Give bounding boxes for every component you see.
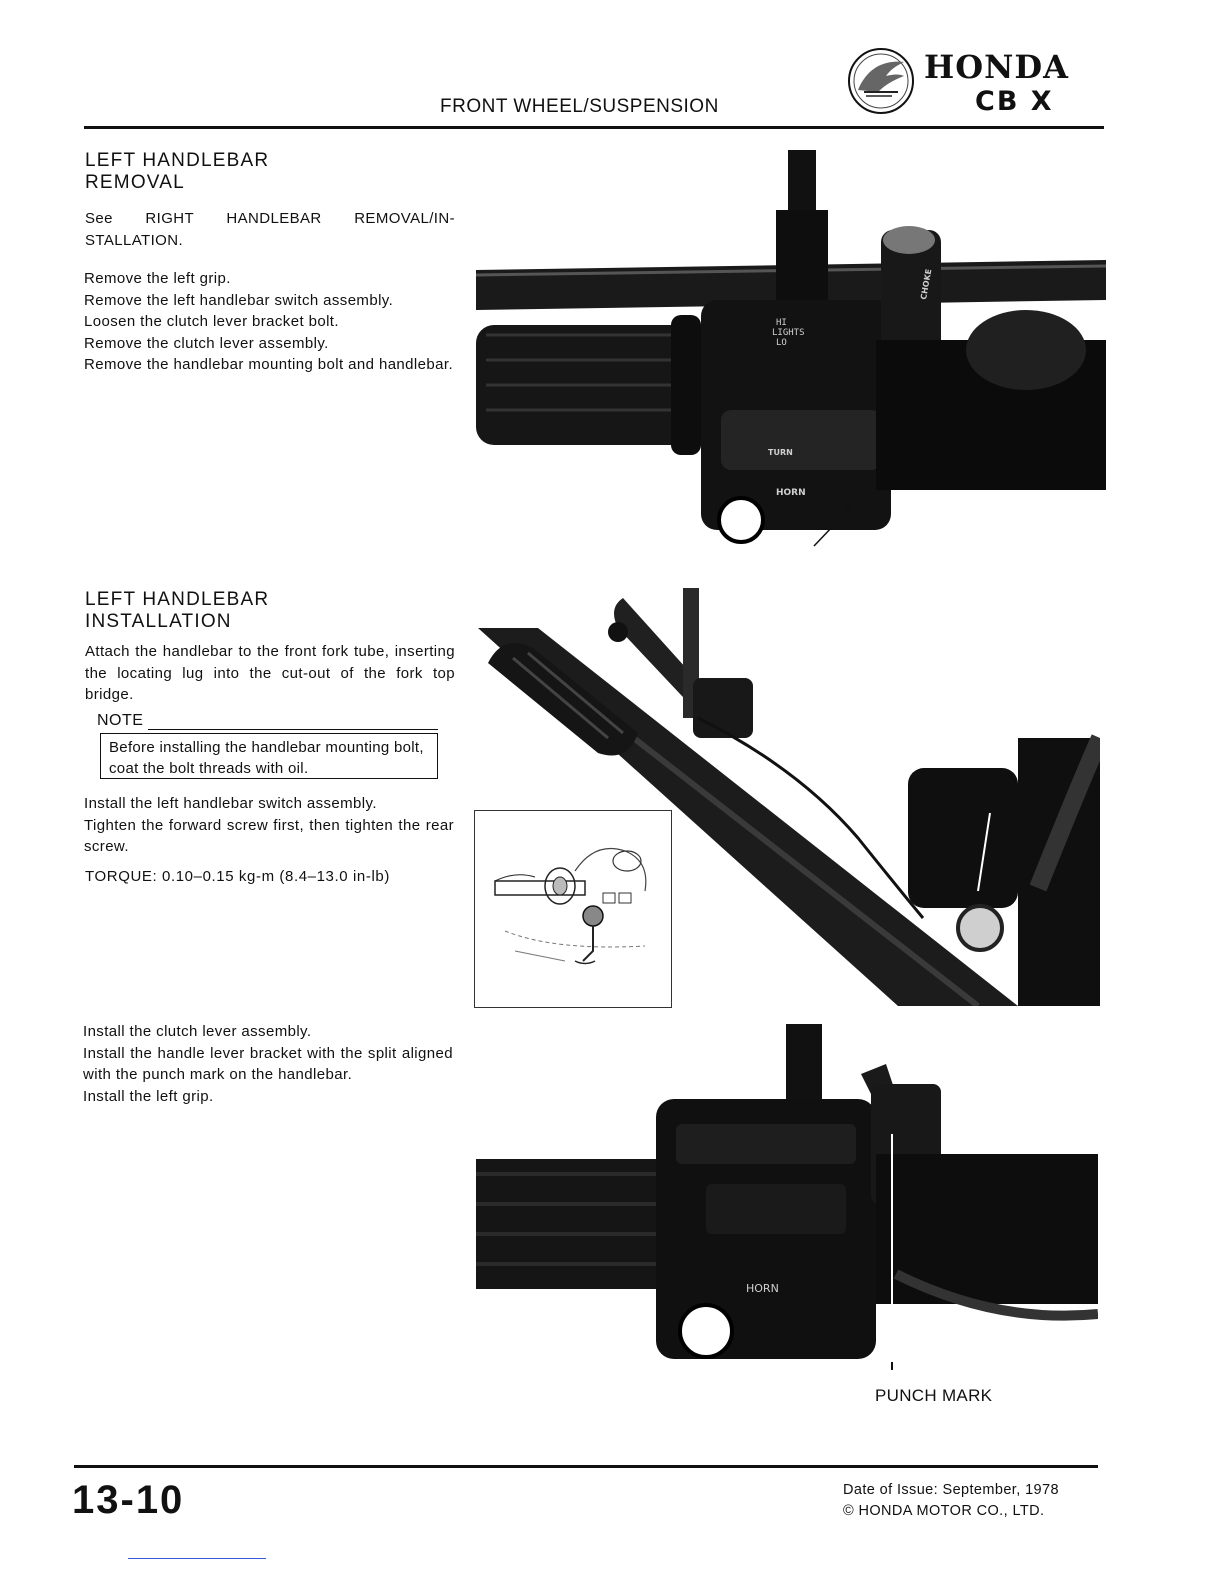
photo1-lights-label: HI LIGHTS LO	[772, 318, 805, 348]
installation-step: Install the handle lever bracket with the split aligned with the punch mark on the handlebar.	[83, 1044, 453, 1083]
photo-punch-mark	[476, 1024, 1098, 1370]
issue-info	[843, 1480, 1059, 1522]
installation-step: Tighten the forward screw first, then tighten the rear screw.	[84, 816, 454, 855]
note-text: Before installing the handlebar mounting bolt, coat the bolt threads with oil.	[109, 739, 424, 777]
section-title: FRONT WHEEL/SUSPENSION	[440, 96, 719, 117]
removal-step: Remove the left handlebar switch assembly.	[84, 291, 394, 309]
issue-date: Date of Issue: September, 1978	[843, 1482, 1059, 1498]
inset-torque-drawing	[474, 810, 672, 1008]
installation-step: Install the left handlebar switch assembly.	[84, 795, 377, 812]
installation-heading: LEFT HANDLEBAR INSTALLATION	[85, 589, 270, 632]
removal-steps	[84, 268, 456, 376]
photo1-horn-label: HORN	[776, 488, 806, 498]
header-rule	[84, 126, 1104, 129]
removal-step: Remove the handlebar mounting bolt and handlebar.	[84, 356, 454, 373]
installation-steps	[84, 793, 454, 858]
installation-step: Install the clutch lever assembly.	[83, 1023, 312, 1040]
honda-wing-logo-icon	[846, 46, 916, 116]
installation-intro: Attach the handlebar to the front fork tube, inserting the locating lug into the cut-out of the fork top bridge.	[85, 643, 455, 703]
brand-name: HONDA	[924, 48, 1069, 86]
copyright: © HONDA MOTOR CO., LTD.	[843, 1503, 1045, 1519]
removal-heading: LEFT HANDLEBAR REMOVAL	[85, 150, 270, 193]
removal-step: Loosen the clutch lever bracket bolt.	[84, 313, 339, 330]
bottom-line	[128, 1558, 266, 1559]
note-label: NOTE	[97, 712, 144, 729]
page-number: 13-10	[72, 1478, 185, 1522]
removal-step: Remove the left grip.	[84, 270, 231, 287]
photo3-horn-label: HORN	[746, 1282, 779, 1295]
photo-left-switch-removal	[476, 150, 1106, 550]
note-rule	[148, 729, 438, 730]
note-box	[100, 733, 438, 779]
torque-spec: TORQUE: 0.10–0.15 kg-m (8.4–13.0 in-lb)	[85, 868, 390, 885]
removal-step: Remove the clutch lever assembly.	[84, 334, 329, 352]
footer-rule	[74, 1465, 1098, 1468]
removal-reference: See RIGHT HANDLEBAR REMOVAL/IN-STALLATION.	[85, 210, 455, 249]
punch-mark-caption: PUNCH MARK	[875, 1386, 993, 1405]
installation-step: Install the left grip.	[83, 1087, 214, 1105]
model-name: CB X	[975, 86, 1054, 117]
installation-steps-2	[83, 1021, 453, 1107]
photo1-turn-label: TURN	[768, 448, 793, 457]
photo1-choke-label: CHOKE	[919, 268, 934, 301]
